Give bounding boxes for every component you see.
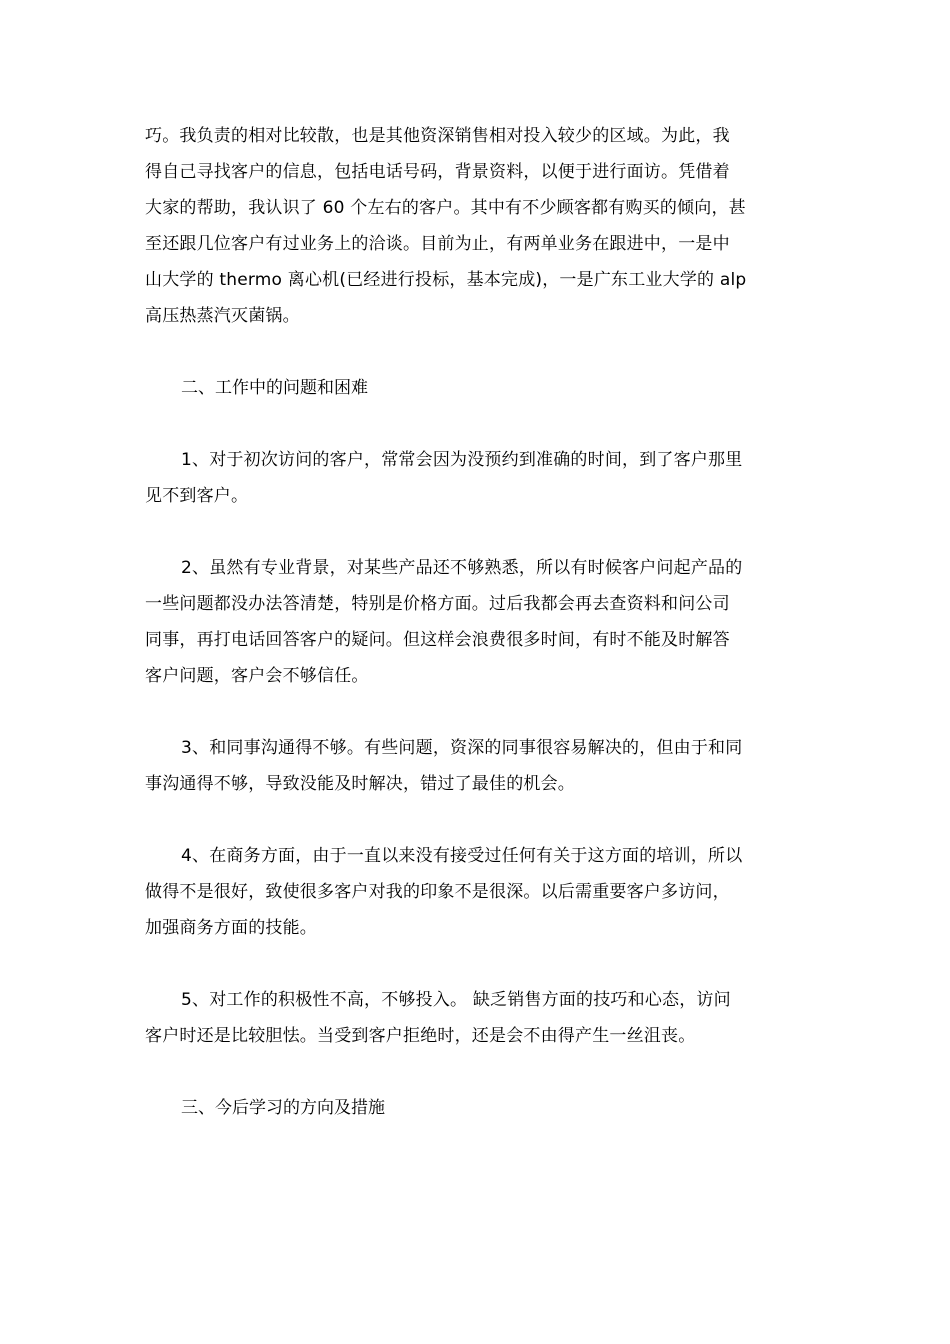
- text-line: 山大学的 thermo 离心机(已经进行投标，基本完成)，一是广东工业大学的 alp: [145, 270, 747, 290]
- text-line: 客户问题，客户会不够信任。: [145, 666, 369, 686]
- document-body: [145, 118, 810, 1126]
- text-line: 一些问题都没办法答清楚，特别是价格方面。过后我都会再去查资料和问公司: [145, 594, 730, 614]
- section-heading-problems: 二、工作中的问题和困难: [181, 378, 368, 398]
- text-line: 1、对于初次访问的客户，常常会因为没预约到准确的时间，到了客户那里: [181, 450, 743, 470]
- text-line: 至还跟几位客户有过业务上的洽谈。目前为止，有两单业务在跟进中，一是中: [145, 234, 730, 254]
- text-line: 客户时还是比较胆怯。当受到客户拒绝时，还是会不由得产生一丝沮丧。: [145, 1026, 696, 1046]
- text-line: 加强商务方面的技能。: [145, 918, 317, 938]
- text-line: 事沟通得不够，导致没能及时解决，错过了最佳的机会。: [145, 774, 575, 794]
- text-line: 4、在商务方面，由于一直以来没有接受过任何有关于这方面的培训，所以: [181, 846, 743, 866]
- text-line: 同事，再打电话回答客户的疑问。但这样会浪费很多时间，有时不能及时解答: [145, 630, 730, 650]
- text-line: 做得不是很好，致使很多客户对我的印象不是很深。以后需重要客户多访问，: [145, 882, 730, 902]
- problem-item-5: [145, 982, 810, 1054]
- text-line: 2、虽然有专业背景，对某些产品还不够熟悉，所以有时候客户问起产品的: [181, 558, 743, 578]
- text-line: 高压热蒸汽灭菌锅。: [145, 306, 300, 326]
- text-line: 巧。我负责的相对比较散，也是其他资深销售相对投入较少的区域。为此，我: [145, 126, 730, 146]
- problem-item-1: [145, 442, 810, 514]
- intro-paragraph: [145, 118, 810, 334]
- problem-item-4: [145, 838, 810, 946]
- problem-item-2: [145, 550, 810, 694]
- section-heading-directions: 三、今后学习的方向及措施: [181, 1098, 385, 1118]
- text-line: 大家的帮助，我认识了 60 个左右的客户。其中有不少顾客都有购买的倾向，甚: [145, 198, 746, 218]
- text-line: 得自己寻找客户的信息，包括电话号码，背景资料，以便于进行面访。凭借着: [145, 162, 730, 182]
- text-line: 5、对工作的积极性不高，不够投入。 缺乏销售方面的技巧和心态，访问: [181, 990, 731, 1010]
- text-line: 见不到客户。: [145, 486, 249, 506]
- text-line: 3、和同事沟通得不够。有些问题，资深的同事很容易解决的，但由于和同: [181, 738, 743, 758]
- problem-item-3: [145, 730, 810, 802]
